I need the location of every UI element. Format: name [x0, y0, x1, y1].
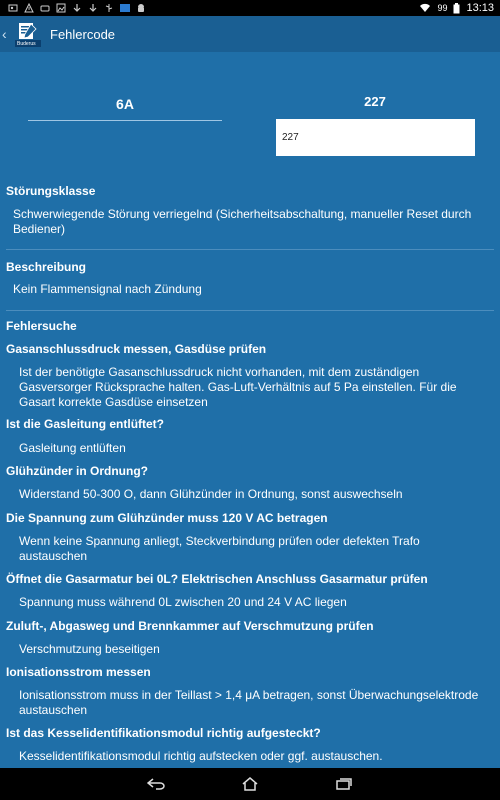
recents-icon — [336, 778, 352, 790]
step-text: Gasleitung entlüften — [19, 441, 126, 455]
download-icon — [72, 3, 82, 13]
status-bar-notifications — [0, 3, 146, 13]
photo-icon — [8, 3, 18, 13]
step-title: Glühzünder in Ordnung? — [6, 464, 148, 478]
cloud-icon — [40, 3, 50, 13]
app-logo[interactable] — [14, 20, 42, 48]
action-bar — [0, 16, 500, 52]
back-icon — [147, 778, 165, 790]
step-text: Widerstand 50-300 O, dann Glühzünder in Ordnung, sonst auswechseln — [19, 487, 403, 501]
step-text: Kesselidentifikationsmodul richtig aufstecken oder ggf. austauschen. — [19, 749, 383, 763]
step-text: Verschmutzung beseitigen — [19, 642, 160, 656]
battery-icon — [453, 3, 460, 14]
usb-icon — [104, 3, 114, 13]
up-chevron-icon[interactable]: ‹ — [2, 26, 7, 42]
app-logo-label: Buderus — [17, 41, 36, 47]
fault-code-value: 6A — [116, 96, 134, 112]
step-title: Öffnet die Gasarmatur bei 0L? Elektrischen Anschluss Gasarmatur prüfen — [6, 572, 428, 586]
fault-code-input[interactable] — [28, 92, 222, 121]
step-title: Ist das Kesselidentifikationsmodul richtig aufgesteckt? — [6, 726, 321, 740]
android-icon — [136, 3, 146, 13]
back-button[interactable] — [144, 774, 168, 794]
step-title: Zuluft-, Abgasweg und Brennkammer auf Verschmutzung prüfen — [6, 619, 374, 633]
step-text: Ist der benötigte Gasanschlussdruck nicht vorhanden, mit dem zuständigen Gasversorger Rücksprache halten. Gas-Luft-Verhältnis auf 5 Pa einstellen. Für die Gasart korrekte Gasdüse einsetzen — [19, 365, 457, 409]
divider — [6, 310, 494, 311]
step-title: Ist die Gasleitung entlüftet? — [6, 417, 165, 431]
section-text-beschreibung: Kein Flammensignal nach Zündung — [13, 282, 202, 296]
wifi-icon — [419, 3, 431, 13]
download-icon — [88, 3, 98, 13]
section-text-stoerungsklasse: Schwerwiegende Störung verriegelnd (Sicherheitsabschaltung, manueller Reset durch Bediener) — [13, 207, 472, 236]
step-text: Spannung muss während 0L zwischen 20 und 24 V AC liegen — [19, 595, 347, 609]
step-title: Gasanschlussdruck messen, Gasdüse prüfen — [6, 342, 267, 356]
step-text: Wenn keine Spannung anliegt, Steckverbindung prüfen oder defekten Trafo austauschen — [19, 534, 420, 563]
step-title: Ionisationsstrom messen — [6, 665, 151, 679]
section-title-stoerungsklasse: Störungsklasse — [6, 184, 96, 198]
sub-code-field-value: 227 — [282, 132, 299, 143]
sub-code-field[interactable] — [276, 119, 475, 156]
navigation-bar — [0, 768, 500, 800]
image-icon — [56, 3, 66, 13]
section-title-fehlersuche: Fehlersuche — [6, 319, 77, 333]
home-icon — [242, 777, 258, 791]
section-title-beschreibung: Beschreibung — [6, 260, 87, 274]
app-icon — [120, 3, 130, 13]
page-title: Fehlercode — [50, 26, 116, 42]
sub-code-label: 227 — [364, 94, 386, 109]
step-text: Ionisationsstrom muss in der Teillast > 1,4 μA betragen, sonst Überwachungselektrode austauschen — [19, 688, 479, 717]
recents-button[interactable] — [332, 774, 356, 794]
status-bar — [0, 0, 500, 16]
step-title: Die Spannung zum Glühzünder muss 120 V AC betragen — [6, 511, 328, 525]
home-button[interactable] — [238, 774, 262, 794]
clock: 13:13 — [466, 2, 494, 14]
warning-icon — [24, 3, 34, 13]
divider — [6, 249, 494, 250]
status-bar-system — [419, 2, 500, 14]
battery-level: 99 — [437, 3, 448, 13]
main-content — [0, 52, 500, 768]
